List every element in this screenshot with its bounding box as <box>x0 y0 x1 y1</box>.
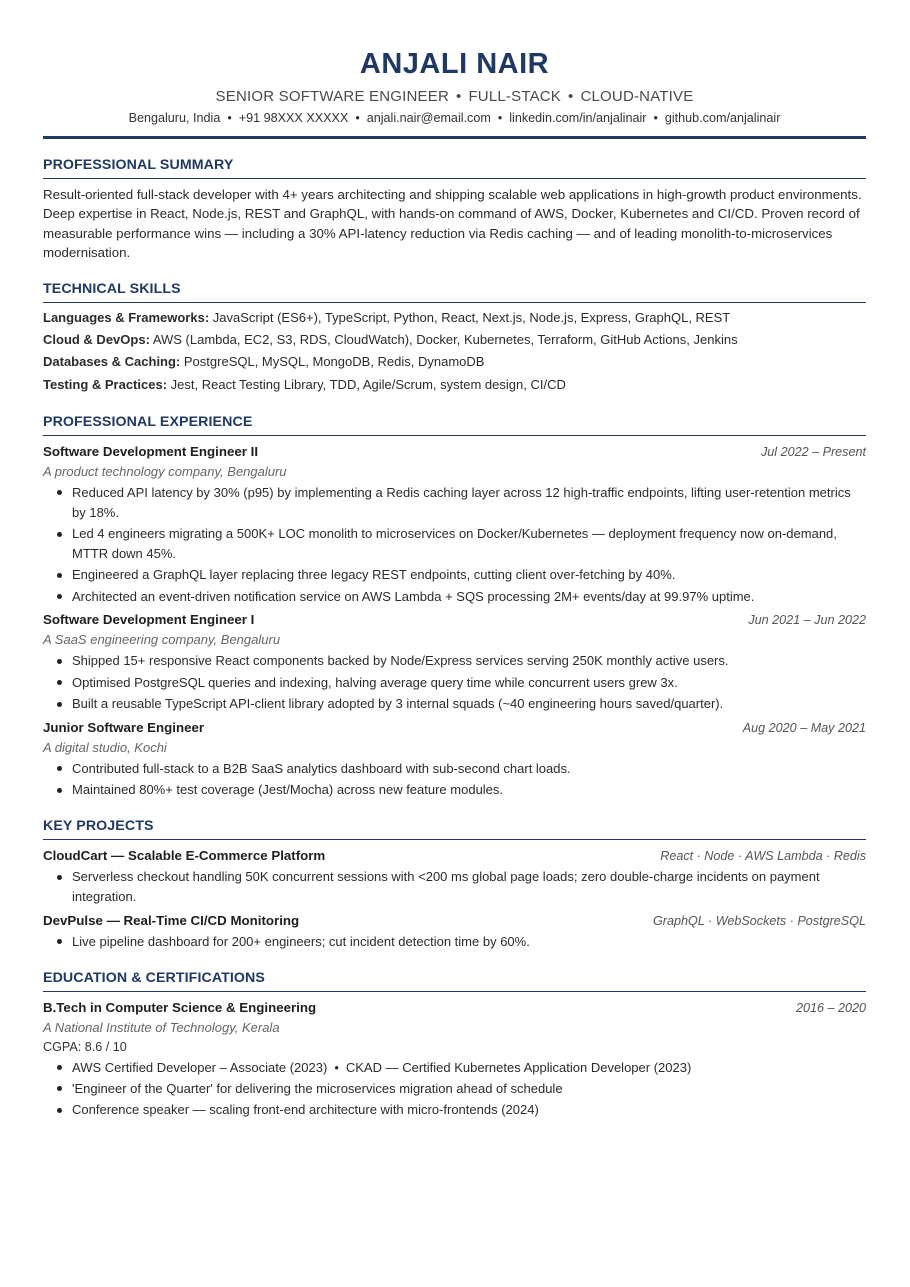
section-title: PROFESSIONAL SUMMARY <box>43 156 866 179</box>
skills-section <box>43 280 866 396</box>
list-item: Maintained 80%+ test coverage (Jest/Mocha) across new feature modules. <box>43 780 866 800</box>
section-title: KEY PROJECTS <box>43 817 866 840</box>
skill-value: Jest, React Testing Library, TDD, Agile/Scrum, system design, CI/CD <box>170 376 566 392</box>
job-dates: Jul 2022 – Present <box>760 444 866 459</box>
gpa: CGPA: 8.6 / 10 <box>43 1039 127 1054</box>
contact-linkedin[interactable]: linkedin.com/in/anjalinair <box>509 111 647 125</box>
job-title: Software Development Engineer II <box>43 443 259 459</box>
section-title: TECHNICAL SKILLS <box>43 280 866 303</box>
job-bullets <box>43 483 866 607</box>
job-entry <box>43 609 866 714</box>
project-name: DevPulse — Real-Time CI/CD Monitoring <box>43 912 300 928</box>
tagline-item: CLOUD-NATIVE <box>580 88 694 105</box>
skill-value: PostgreSQL, MySQL, MongoDB, Redis, DynamoDB <box>183 354 485 370</box>
education-bullets <box>43 1058 866 1121</box>
job-entry <box>43 717 866 800</box>
project-bullets <box>43 932 866 952</box>
separator-bullet: • <box>334 1059 339 1075</box>
job-bullets <box>43 651 866 714</box>
project-name: CloudCart — Scalable E-Commerce Platform <box>43 848 326 864</box>
section-title: EDUCATION & CERTIFICATIONS <box>43 969 866 992</box>
project-entry <box>43 845 866 907</box>
contact-location: Bengaluru, India <box>128 111 221 125</box>
projects-section <box>43 817 866 951</box>
list-item: Led 4 engineers migrating a 500K+ LOC monolith to microservices on Docker/Kubernetes — deployment frequency now on-demand, MTTR down 45%. <box>43 524 866 564</box>
project-stack: React · Node · AWS Lambda · Redis <box>660 849 866 864</box>
tagline <box>43 87 866 107</box>
summary-section <box>43 156 866 263</box>
skill-value: AWS (Lambda, EC2, S3, RDS, CloudWatch), Docker, Kubernetes, Terraform, GitHub Actions, Jenkins <box>152 331 738 347</box>
tagline-item: SENIOR SOFTWARE ENGINEER <box>215 88 449 105</box>
project-entry <box>43 910 866 952</box>
education-entry <box>43 997 866 1121</box>
list-item <box>43 1058 866 1078</box>
list-item: Serverless checkout handling 50K concurrent sessions with <200 ms global page loads; zero double-charge incidents on payment integration. <box>43 867 866 907</box>
skill-label: Cloud & DevOps: <box>43 331 150 347</box>
list-item: Shipped 15+ responsive React components backed by Node/Express services serving 250K monthly active users. <box>43 651 866 671</box>
job-company: A digital studio, Kochi <box>43 739 167 755</box>
skill-label: Testing & Practices: <box>43 376 168 392</box>
job-dates: Jun 2021 – Jun 2022 <box>748 613 866 628</box>
contact-phone: +91 98XXX XXXXX <box>238 111 349 125</box>
summary-text: Result-oriented full-stack developer with 4+ years architecting and shipping scalable web applications in high-growth product environments. Deep expertise in React, Node.js, REST and GraphQL, with hands-on command of AWS, Docker, Kubernetes and CI/CD. Proven record of measurable performance wins — including a 30% API-latency reduction via Redis caching — and of leading monolith-to-microservices modernisation. <box>43 187 862 261</box>
list-item: Optimised PostgreSQL queries and indexing, halving average query time while concurrent users grew 3x. <box>43 673 866 693</box>
job-company: A SaaS engineering company, Bengaluru <box>43 632 281 648</box>
skill-row <box>43 307 866 329</box>
list-item: Conference speaker — scaling front-end architecture with micro-frontends (2024) <box>43 1100 866 1120</box>
separator-bullet: • <box>227 111 232 125</box>
header-divider <box>43 136 866 139</box>
job-entry <box>43 441 866 607</box>
skill-label: Languages & Frameworks: <box>43 309 210 325</box>
contact-email[interactable]: anjali.nair@email.com <box>366 111 491 125</box>
section-title: PROFESSIONAL EXPERIENCE <box>43 413 866 436</box>
job-title: Software Development Engineer I <box>43 612 255 628</box>
separator-bullet: • <box>568 88 574 105</box>
list-item: Architected an event-driven notification service on AWS Lambda + SQS processing 2M+ events/day at 99.97% uptime. <box>43 587 866 607</box>
education-section <box>43 969 866 1121</box>
skill-row <box>43 351 866 373</box>
tagline-item: FULL-STACK <box>468 88 562 105</box>
education-dates: 2016 – 2020 <box>795 1000 866 1015</box>
skill-label: Databases & Caching: <box>43 354 181 370</box>
job-company: A product technology company, Bengaluru <box>43 463 287 479</box>
resume-page <box>43 44 866 1122</box>
school-name: A National Institute of Technology, Kerala <box>43 1019 280 1035</box>
skill-value: JavaScript (ES6+), TypeScript, Python, React, Next.js, Node.js, Express, GraphQL, REST <box>212 309 731 325</box>
project-bullets <box>43 867 866 907</box>
list-item: 'Engineer of the Quarter' for delivering the microservices migration ahead of schedule <box>43 1079 866 1099</box>
list-item: Reduced API latency by 30% (p95) by implementing a Redis caching layer across 12 high-traffic endpoints, lifting user-retention metrics by 18%. <box>43 483 866 523</box>
skill-row <box>43 374 866 396</box>
certification: CKAD — Certified Kubernetes Application Developer (2023) <box>345 1059 692 1075</box>
separator-bullet: • <box>497 111 503 125</box>
project-stack: GraphQL · WebSockets · PostgreSQL <box>652 913 866 928</box>
degree-title: B.Tech in Computer Science & Engineering <box>43 999 317 1015</box>
job-dates: Aug 2020 – May 2021 <box>742 720 866 735</box>
contact-line <box>43 110 866 127</box>
certification: AWS Certified Developer – Associate (2023) <box>72 1059 328 1075</box>
list-item: Live pipeline dashboard for 200+ engineers; cut incident detection time by 60%. <box>43 932 866 952</box>
list-item: Contributed full-stack to a B2B SaaS analytics dashboard with sub-second chart loads. <box>43 759 866 779</box>
skill-row <box>43 329 866 351</box>
separator-bullet: • <box>355 111 360 125</box>
resume-header <box>43 44 866 139</box>
experience-section <box>43 413 866 800</box>
candidate-name: ANJALI NAIR <box>359 48 550 80</box>
separator-bullet: • <box>653 111 658 125</box>
list-item: Engineered a GraphQL layer replacing three legacy REST endpoints, cutting client over-fetching by 40%. <box>43 565 866 585</box>
job-title: Junior Software Engineer <box>43 719 205 735</box>
job-bullets <box>43 759 866 800</box>
contact-github[interactable]: github.com/anjalinair <box>664 111 781 125</box>
separator-bullet: • <box>455 88 462 105</box>
list-item: Built a reusable TypeScript API-client library adopted by 3 internal squads (~40 engineering hours saved/quarter). <box>43 694 866 714</box>
